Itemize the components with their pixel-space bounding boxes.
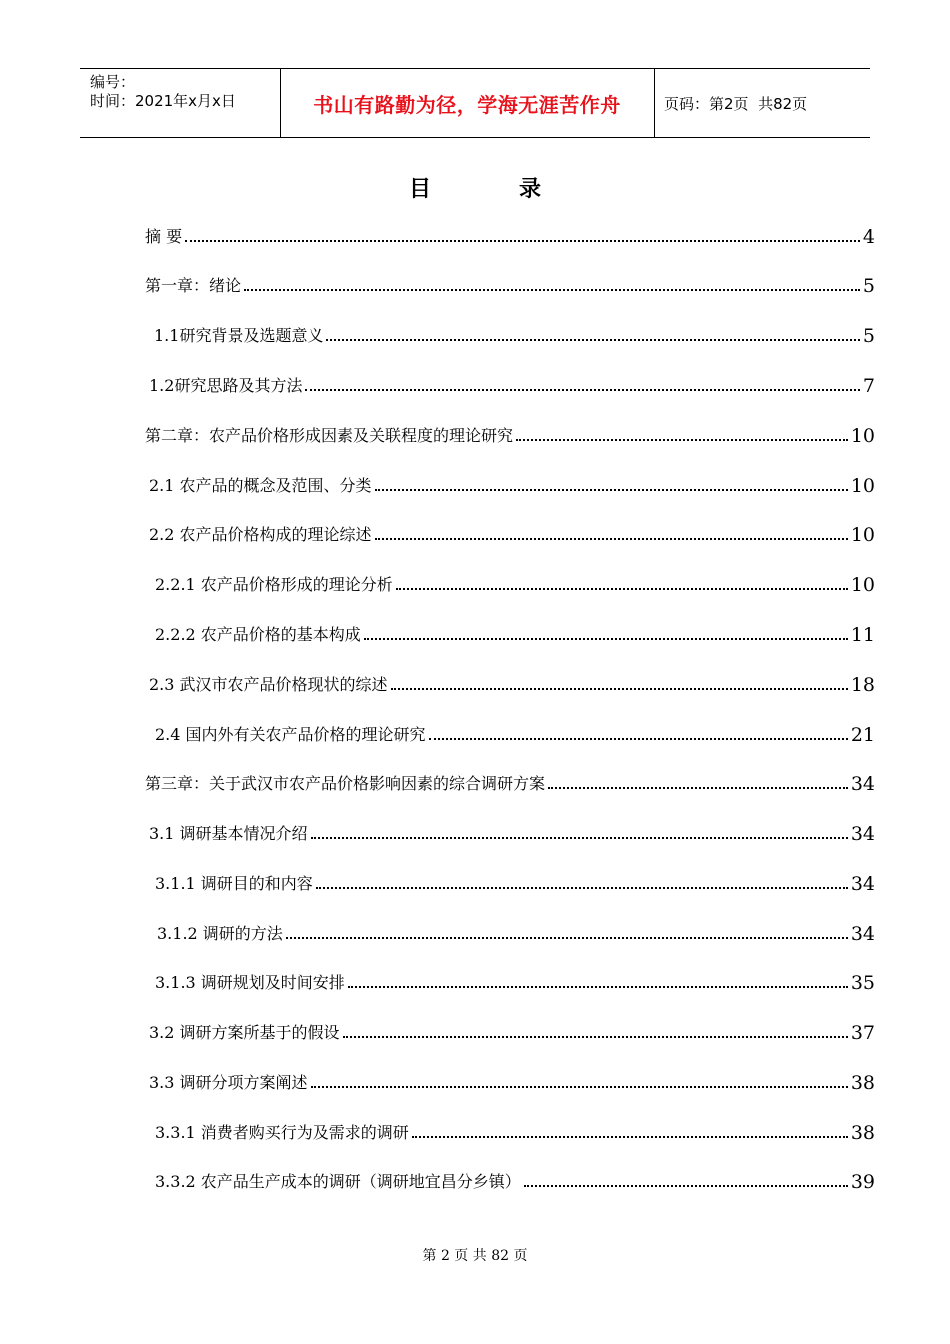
title-part-1: 目 [408,177,431,202]
toc-entry-page: 34 [850,923,875,945]
toc-entry[interactable] [155,1118,875,1144]
date-line: 时间：2021年x月x日 [90,92,236,110]
toc-entry-page: 7 [862,375,875,397]
toc-entry-page: 10 [850,425,875,447]
toc-entry-page: 5 [862,275,875,297]
toc-entry-page: 10 [850,574,875,596]
toc-entry-page: 34 [850,873,875,895]
toc-leader [311,837,848,839]
toc-entry-title: 第二章：农产品价格形成因素及关联程度的理论研究 [145,426,514,445]
toc-entry-title: 3.1.2 调研的方法 [157,924,283,943]
toc-entry-title: 3.3 调研分项方案阐述 [149,1073,308,1092]
header-divider [654,69,655,137]
page-title [0,172,950,203]
toc-leader [316,887,848,889]
toc-entry-page: 39 [850,1171,875,1193]
toc-entry[interactable] [149,1018,875,1044]
number-label: 编号： [90,73,136,91]
toc-entry-title: 2.4 国内外有关农产品价格的理论研究 [155,725,426,744]
toc-entry-title: 第三章：关于武汉市农产品价格影响因素的综合调研方案 [145,774,546,793]
page-footer: 第 2 页 共 82 页 [422,1248,528,1264]
toc-entry[interactable] [155,1167,875,1193]
toc-leader [429,738,848,740]
header-motto: 书山有路勤为径，学海无涯苦作舟 [313,92,621,117]
toc-entry-title: 2.1 农产品的概念及范围、分类 [149,476,372,495]
toc-leader [286,937,848,939]
toc-leader [375,489,848,491]
toc-entry-page: 38 [850,1122,875,1144]
toc-entry-page: 21 [850,724,875,746]
header-page-info: 页码：第2页 共82页 [664,94,808,113]
toc-entry-title: 2.2 农产品价格构成的理论综述 [149,525,372,544]
toc-leader [516,439,848,441]
toc-leader [412,1136,848,1138]
toc-entry-title: 2.2.1 农产品价格形成的理论分析 [155,575,393,594]
toc-entry[interactable] [145,222,875,248]
toc-leader [524,1185,848,1187]
toc-leader [343,1036,848,1038]
toc-entry[interactable] [149,520,875,546]
toc-entry-title: 第一章：绪论 [145,276,242,295]
toc-entry-title: 3.1 调研基本情况介绍 [149,824,308,843]
toc-entry[interactable] [157,919,875,945]
toc-entry-title: 2.3 武汉市农产品价格现状的综述 [149,675,388,694]
toc-leader [326,339,859,341]
toc-entry[interactable] [155,720,875,746]
toc-leader [305,389,859,391]
page-header [80,68,870,138]
toc-leader [375,538,848,540]
toc-leader [348,986,848,988]
toc-entry[interactable] [145,271,875,297]
toc-entry-page: 11 [850,624,875,646]
toc-entry-title: 1.1研究背景及选题意义 [154,326,324,345]
toc-entry[interactable] [154,321,875,347]
toc-entry-page: 10 [850,524,875,546]
toc-leader [396,588,848,590]
toc-entry-page: 38 [850,1072,875,1094]
toc-entry-title: 3.3.2 农产品生产成本的调研（调研地宜昌分乡镇） [155,1172,521,1191]
toc-leader [364,638,848,640]
toc-leader [391,688,848,690]
toc-entry[interactable] [149,1068,875,1094]
toc-entry-page: 34 [850,773,875,795]
toc-entry[interactable] [155,968,875,994]
toc-leader [244,289,860,291]
toc-entry-title: 3.3.1 消费者购买行为及需求的调研 [155,1123,409,1142]
toc-entry-title: 摘 要 [145,227,183,246]
toc-entry-title: 1.2研究思路及其方法 [149,376,303,395]
toc-entry-title: 3.1.3 调研规划及时间安排 [155,973,345,992]
toc-entry[interactable] [149,371,875,397]
toc-entry[interactable] [149,670,875,696]
toc-entry-page: 37 [850,1022,875,1044]
header-meta [90,73,236,111]
toc-entry[interactable] [145,421,875,447]
toc-entry-page: 4 [862,226,875,248]
toc-entry-page: 34 [850,823,875,845]
title-part-2: 录 [519,177,542,202]
toc-entry-page: 10 [850,475,875,497]
toc-leader [185,240,860,242]
toc-leader [548,787,848,789]
toc-entry-page: 35 [850,972,875,994]
toc-entry[interactable] [149,819,875,845]
toc-entry-title: 2.2.2 农产品价格的基本构成 [155,625,361,644]
toc-entry-page: 5 [862,325,875,347]
toc-entry[interactable] [155,570,875,596]
toc-entry-page: 18 [850,674,875,696]
toc-entry[interactable] [149,471,875,497]
toc-entry[interactable] [155,869,875,895]
toc-entry[interactable] [145,769,875,795]
toc-entry-title: 3.2 调研方案所基于的假设 [149,1023,340,1042]
toc-leader [311,1086,848,1088]
toc-entry-title: 3.1.1 调研目的和内容 [155,874,313,893]
toc-entry[interactable] [155,620,875,646]
